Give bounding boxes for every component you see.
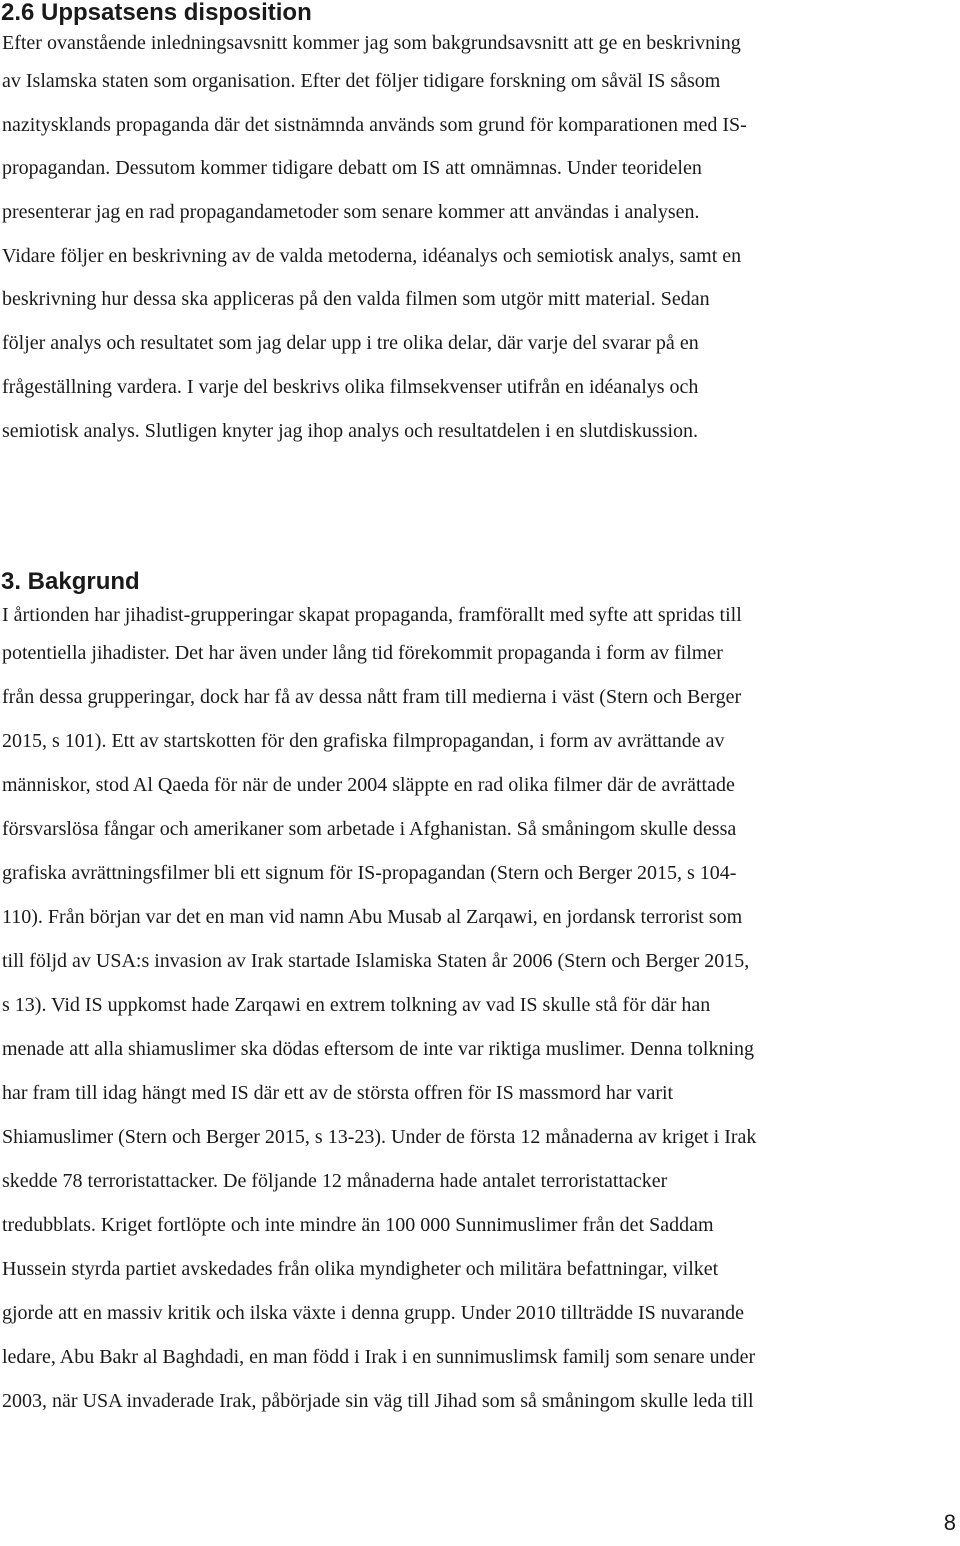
text-line: frågeställning vardera. I varje del beskrivs olika filmsekvenser utifrån en idéanalys och bbox=[2, 375, 699, 398]
text-line: Hussein styrda partiet avskedades från olika myndigheter och militära befattningar, vilket bbox=[2, 1258, 719, 1280]
text-line: 2003, när USA invaderade Irak, påbörjade sin väg till Jihad som så småningom skulle leda till bbox=[2, 1390, 754, 1412]
text-line: har fram till idag hängt med IS där ett av de största offren för IS massmord har varit bbox=[2, 1082, 674, 1104]
text-line: Vidare följer en beskrivning av de valda metoderna, idéanalys och semiotisk analys, samt en bbox=[2, 244, 742, 267]
text-line: menade att alla shiamuslimer ska dödas eftersom de inte var riktiga muslimer. Denna tolkning bbox=[2, 1038, 755, 1060]
text-line: tredubblats. Kriget fortlöpte och inte mindre än 100 000 Sunnimuslimer från det Saddam bbox=[2, 1214, 714, 1236]
text-line: av Islamska staten som organisation. Efter det följer tidigare forskning om såväl IS såsom bbox=[2, 70, 721, 92]
text-line: s 13). Vid IS uppkomst hade Zarqawi en extrem tolkning av vad IS skulle stå för där han bbox=[2, 994, 711, 1016]
text-line: människor, stod Al Qaeda för när de under 2004 släppte en rad olika filmer där de avrättade bbox=[2, 774, 735, 796]
text-line: grafiska avrättningsfilmer bli ett signum för IS-propagandan (Stern och Berger 2015, s 104- bbox=[2, 862, 737, 884]
text-line: Shiamuslimer (Stern och Berger 2015, s 13-23). Under de första 12 månaderna av kriget i Irak bbox=[2, 1126, 757, 1148]
section-body bbox=[0, 26, 954, 453]
text-line: potentiella jihadister. Det har även under lång tid förekommit propaganda i form av filmer bbox=[2, 642, 723, 664]
text-line: försvarslösa fångar och amerikaner som arbetade i Afghanistan. Så småningom skulle dessa bbox=[2, 818, 737, 840]
section-heading: 3. Bakgrund bbox=[1, 568, 140, 595]
text-line: nazitysklands propaganda där det sistnämnda används som grund för komparationen med IS- bbox=[2, 113, 747, 136]
text-line: från dessa grupperingar, dock har få av dessa nått fram till medierna i väst (Stern och Berger bbox=[2, 686, 742, 708]
text-line: 110). Från början var det en man vid namn Abu Musab al Zarqawi, en jordansk terrorist som bbox=[2, 906, 743, 928]
text-line: till följd av USA:s invasion av Irak startade Islamiska Staten år 2006 (Stern och Berger 2015, bbox=[2, 950, 750, 972]
text-line: 2015, s 101). Ett av startskotten för den grafiska filmpropagandan, i form av avrättande av bbox=[2, 730, 725, 752]
page-number: 8 bbox=[943, 1510, 956, 1535]
text-line: I årtionden har jihadist-grupperingar skapat propaganda, framförallt med syfte att spridas till bbox=[2, 604, 742, 626]
text-line: ledare, Abu Bakr al Baghdadi, en man född i Irak i en sunnimuslimsk familj som senare under bbox=[2, 1346, 756, 1368]
text-line: presenterar jag en rad propagandametoder som senare kommer att användas i analysen. bbox=[2, 201, 700, 224]
text-line: följer analys och resultatet som jag delar upp i tre olika delar, där varje del svarar på en bbox=[2, 332, 699, 355]
text-line: semiotisk analys. Slutligen knyter jag ihop analys och resultatdelen i en slutdiskussion. bbox=[2, 419, 699, 442]
section-background bbox=[0, 565, 960, 1423]
text-line: gjorde att en massiv kritik och ilska växte i denna grupp. Under 2010 tillträdde IS nuvarande bbox=[2, 1302, 745, 1324]
text-line: propagandan. Dessutom kommer tidigare debatt om IS att omnämnas. Under teoridelen bbox=[2, 157, 702, 180]
text-line: beskrivning hur dessa ska appliceras på den valda filmen som utgör mitt material. Sedan bbox=[2, 288, 710, 311]
text-line: skedde 78 terroristattacker. De följande 12 månaderna hade antalet terroristattacker bbox=[2, 1170, 668, 1192]
section-disposition bbox=[0, 0, 960, 453]
section-heading: 2.6 Uppsatsens disposition bbox=[1, 0, 312, 26]
section-body bbox=[0, 599, 954, 1423]
text-line: Efter ovanstående inledningsavsnitt kommer jag som bakgrundsavsnitt att ge en beskrivning bbox=[2, 32, 741, 54]
